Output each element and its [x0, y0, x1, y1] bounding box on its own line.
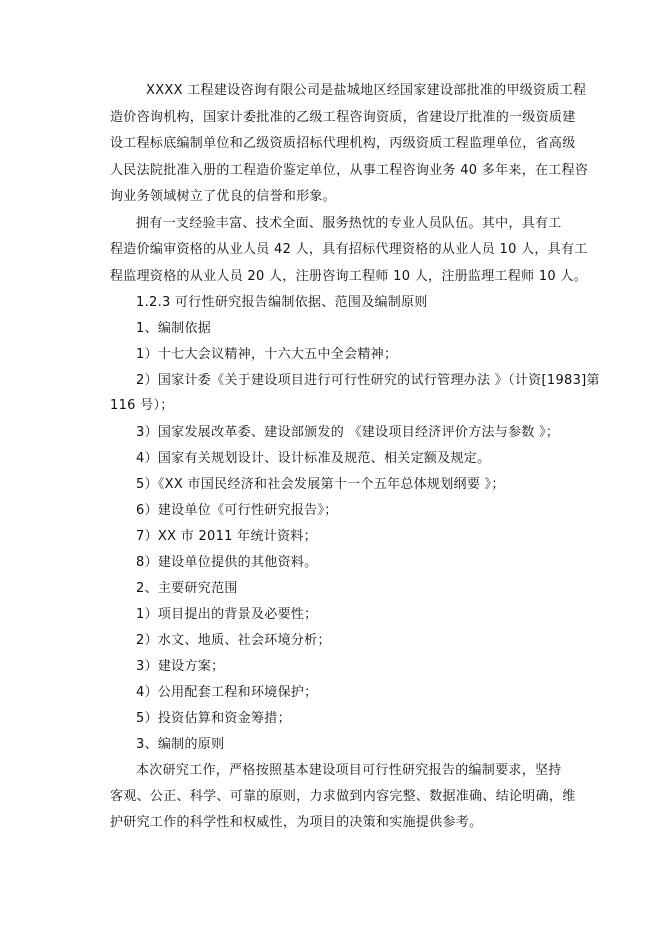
list-item: 7）XX 市 2011 年统计资料； — [136, 529, 317, 544]
subsection-heading: 1、编制依据 — [136, 321, 212, 336]
list-item: 6）建设单位《可行性研究报告》； — [136, 503, 338, 518]
subsection-heading: 2、主要研究范围 — [136, 581, 238, 596]
list-item: 2）水文、地质、社会环境分析； — [136, 633, 331, 648]
list-item: 3）国家发展改革委、建设部颁发的 《建设项目经济评价方法与参数 》； — [136, 425, 560, 440]
list-item: 8）建设单位提供的其他资料。 — [136, 555, 318, 570]
text-line: 造价咨询机构，国家计委批准的乙级工程咨询资质，省建设厅批准的一级资质建 — [110, 110, 576, 125]
text-line: XXXX 工程建设咨询有限公司是盐城地区经国家建设部批准的甲级资质工程 — [146, 83, 587, 98]
text-line: 程造价编审资格的从业人员 42 人，具有招标代理资格的从业人员 10 人，具有工 — [110, 242, 588, 257]
text-line: 本次研究工作，严格按照基本建设项目可行性研究报告的编制要求，坚持 — [136, 763, 562, 778]
subsection-heading: 3、编制的原则 — [136, 737, 225, 752]
text-line: 设工程标底编制单位和乙级资质招标代理机构，丙级资质工程监理单位，省高级 — [110, 136, 576, 151]
list-item: 5）《XX 市国民经济和社会发展第十一个五年总体规划纲要 》； — [136, 477, 505, 492]
text-line: 人民法院批准入册的工程造价鉴定单位，从事工程咨询业务 40 多年来，在工程咨 — [110, 163, 589, 178]
text-line: 程监理资格的从业人员 20 人，注册咨询工程师 10 人，注册监理工程师 10 人。 — [110, 269, 588, 284]
list-item: 4）国家有关规划设计、设计标准及规范、相关定额及规定。 — [136, 451, 491, 466]
section-heading: 1.2.3 可行性研究报告编制依据、范围及编制原则 — [136, 295, 428, 310]
text-line: 拥有一支经验丰富、技术全面、服务热忱的专业人员队伍。其中，具有工 — [136, 216, 562, 231]
list-item-continuation: 116 号）； — [110, 398, 174, 413]
text-line: 护研究工作的科学性和权威性，为项目的决策和实施提供参考。 — [110, 815, 483, 830]
list-item: 1）项目提出的背景及必要性； — [136, 607, 318, 622]
list-item: 2）国家计委《关于建设项目进行可行性研究的试行管理办法 》（计资[1983]第 — [136, 373, 600, 388]
text-line: 询业务领域树立了优良的信誉和形象。 — [110, 189, 337, 204]
list-item: 1）十七大会议精神，十六大五中全会精神； — [136, 347, 398, 362]
list-item: 4）公用配套工程和环境保护； — [136, 685, 318, 700]
list-item: 3）建设方案； — [136, 659, 225, 674]
text-line: 客观、公正、科学、可靠的原则，力求做到内容完整、数据准确、结论明确，维 — [110, 789, 576, 804]
list-item: 5）投资估算和资金筹措； — [136, 711, 291, 726]
